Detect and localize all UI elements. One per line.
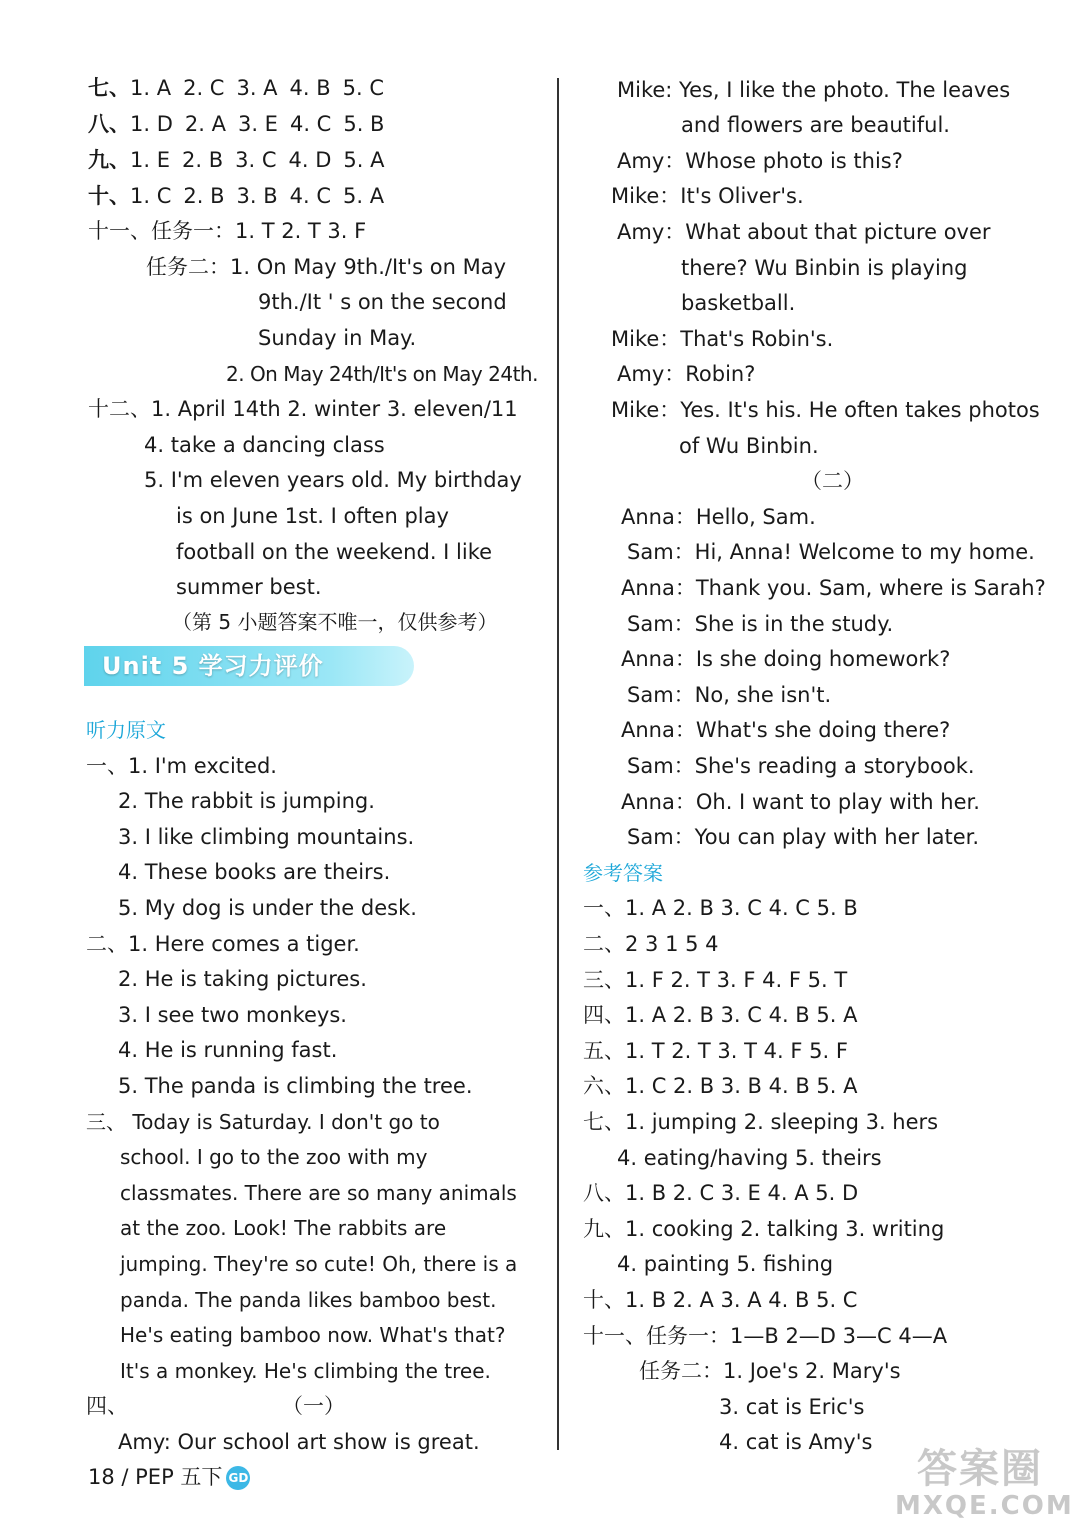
transcript-line: 5. The panda is climbing the tree. (118, 1074, 473, 1098)
answer-line: 三、1. F 2. T 3. F 4. F 5. T (583, 968, 848, 992)
answer-line: 十一、任务一：1. T 2. T 3. F (88, 219, 367, 243)
answer-line: 十一、任务一：1—B 2—D 3—C 4—A (583, 1324, 948, 1348)
answer: 2. B (183, 184, 225, 208)
answer: 4. D (288, 148, 332, 172)
answer-line: summer best. (176, 575, 322, 599)
transcript-line: He's eating bamboo now. What's that? (120, 1323, 506, 1347)
answer-line: 六、1. C 2. B 3. B 4. B 5. A (583, 1074, 858, 1098)
transcript-line: jumping. They're so cute! Oh, there is a (120, 1252, 518, 1276)
dialogue-line: there? Wu Binbin is playing (681, 256, 968, 280)
answer-line: 七、1. jumping 2. sleeping 3. hers (583, 1110, 939, 1134)
answer-line: football on the weekend. I like (176, 540, 493, 564)
answer-line: 4. cat is Amy's (719, 1430, 873, 1454)
answer-line: 4. painting 5. fishing (617, 1252, 834, 1276)
transcript-line: 二、1. Here comes a tiger. (86, 932, 360, 956)
dialogue-line: Mike: Yes, I like the photo. The leaves (617, 78, 1011, 102)
dialogue-line: Mike：Yes. It's his. He often takes photos (611, 398, 1040, 422)
answer-row-8 (88, 109, 384, 139)
answer: 4. C (289, 184, 331, 208)
dialogue-line: Sam：She is in the study. (627, 612, 894, 636)
answer: 5. C (342, 76, 385, 100)
transcript-line: 三、 Today is Saturday. I don't go to (86, 1110, 440, 1134)
answer-line: 2. On May 24th/It's on May 24th. (226, 362, 538, 386)
answer: 1. A (130, 76, 172, 100)
answer-line: 五、1. T 2. T 3. T 4. F 5. F (583, 1039, 848, 1063)
answers-heading: 参考答案 (583, 861, 663, 885)
answer-row-7 (88, 73, 384, 103)
dialogue-line: Anna：Thank you. Sam, where is Sarah? (621, 576, 1046, 600)
dialogue-line: of Wu Binbin. (679, 434, 819, 458)
answer-line: 八、1. B 2. C 3. E 4. A 5. D (583, 1181, 859, 1205)
transcript-line: 4. He is running fast. (118, 1038, 338, 1062)
answer: 3. B (236, 184, 278, 208)
answer-line: 九、1. cooking 2. talking 3. writing (583, 1217, 945, 1241)
transcript-line: 一、1. I'm excited. (86, 754, 277, 778)
answer-row-9 (88, 145, 384, 175)
dialogue-line: Mike：That's Robin's. (611, 327, 834, 351)
answer-row-10 (88, 181, 384, 211)
transcript-line: 3. I like climbing mountains. (118, 825, 415, 849)
gd-badge-icon: GD (226, 1466, 250, 1490)
dialogue-line: Anna：Oh. I want to play with her. (621, 790, 980, 814)
answer-note: （第 5 小题答案不唯一，仅供参考） (172, 610, 498, 634)
answer-line: 3. cat is Eric's (719, 1395, 865, 1419)
subsection-label: （一） (282, 1394, 345, 1418)
answer: 3. C (235, 148, 277, 172)
watermark-logo (895, 1446, 1074, 1527)
row-number: 十、 (88, 184, 130, 208)
answer-line: 四、1. A 2. B 3. C 4. B 5. A (583, 1003, 858, 1027)
transcript-line: 2. He is taking pictures. (118, 967, 367, 991)
transcript-line: 4. These books are theirs. (118, 860, 391, 884)
dialogue-line: Sam：She's reading a storybook. (627, 754, 975, 778)
unit-banner: Unit 5 学习力评价 (84, 646, 414, 686)
row-number: 八、 (88, 112, 130, 136)
transcript-line: panda. The panda likes bamboo best. (120, 1288, 497, 1312)
transcript-line: school. I go to the zoo with my (120, 1145, 428, 1169)
transcript-line: 2. The rabbit is jumping. (118, 789, 375, 813)
answer-line: 4. eating/having 5. theirs (617, 1146, 882, 1170)
watermark-url: MXQE.COM (895, 1491, 1074, 1521)
answer-line: 一、1. A 2. B 3. C 4. C 5. B (583, 896, 858, 920)
answer-line: 任务二：1. On May 9th./It's on May (146, 255, 507, 279)
answer: 4. C (289, 112, 332, 136)
answer-line: 任务二：1. Joe's 2. Mary's (639, 1359, 901, 1383)
answer: 1. C (130, 184, 172, 208)
answer: 5. A (343, 184, 385, 208)
answer: 5. A (343, 148, 385, 172)
answer-line: 二、2 3 1 5 4 (583, 932, 719, 956)
page-number: 18 / PEP 五下 (88, 1465, 223, 1489)
dialogue-line: Amy：Whose photo is this? (617, 149, 903, 173)
transcript-line: Amy: Our school art show is great. (118, 1430, 480, 1454)
answer: 2. A (184, 112, 226, 136)
row-number: 九、 (88, 148, 130, 172)
watermark-text: 答案圈 (917, 1446, 1043, 1492)
answer: 2. C (183, 76, 225, 100)
answer-line: Sunday in May. (258, 326, 417, 350)
answer: 1. E (130, 148, 170, 172)
answer-line: 4. take a dancing class (144, 433, 385, 457)
listening-heading: 听力原文 (86, 718, 166, 742)
answer-line: 5. I'm eleven years old. My birthday (144, 468, 522, 492)
transcript-line: 3. I see two monkeys. (118, 1003, 347, 1027)
answer: 2. B (181, 148, 224, 172)
column-divider (557, 78, 559, 1450)
subsection-label: （二） (801, 469, 864, 493)
dialogue-line: Sam：Hi, Anna! Welcome to my home. (627, 540, 1035, 564)
dialogue-line: Amy：What about that picture over (617, 220, 991, 244)
dialogue-line: Anna：What's she doing there? (621, 718, 951, 742)
answer-line: 十、1. B 2. A 3. A 4. B 5. C (583, 1288, 858, 1312)
answer: 4. B (289, 76, 331, 100)
dialogue-line: Sam：You can play with her later. (627, 825, 980, 849)
section-number: 四、 (86, 1394, 128, 1418)
page-footer (88, 1462, 250, 1492)
answer-line: 十二、1. April 14th 2. winter 3. eleven/11 (88, 397, 518, 421)
dialogue-line: Anna：Hello, Sam. (621, 505, 816, 529)
answer: 1. D (130, 112, 173, 136)
row-number: 七、 (88, 76, 130, 100)
transcript-line: It's a monkey. He's climbing the tree. (120, 1359, 491, 1383)
dialogue-line: Anna：Is she doing homework? (621, 647, 951, 671)
dialogue-line: Sam：No, she isn't. (627, 683, 832, 707)
transcript-line: at the zoo. Look! The rabbits are (120, 1216, 447, 1240)
dialogue-line: Mike：It's Oliver's. (611, 184, 804, 208)
answer-line: 9th./It ' s on the second (258, 290, 507, 314)
transcript-line: 5. My dog is under the desk. (118, 896, 417, 920)
dialogue-line: basketball. (681, 291, 796, 315)
answer: 5. B (343, 112, 385, 136)
dialogue-line: Amy：Robin? (617, 362, 756, 386)
answer: 3. E (237, 112, 278, 136)
transcript-line: classmates. There are so many animals (120, 1181, 517, 1205)
dialogue-line: and flowers are beautiful. (681, 113, 950, 137)
answer-line: is on June 1st. I often play (176, 504, 449, 528)
answer: 3. A (236, 76, 278, 100)
